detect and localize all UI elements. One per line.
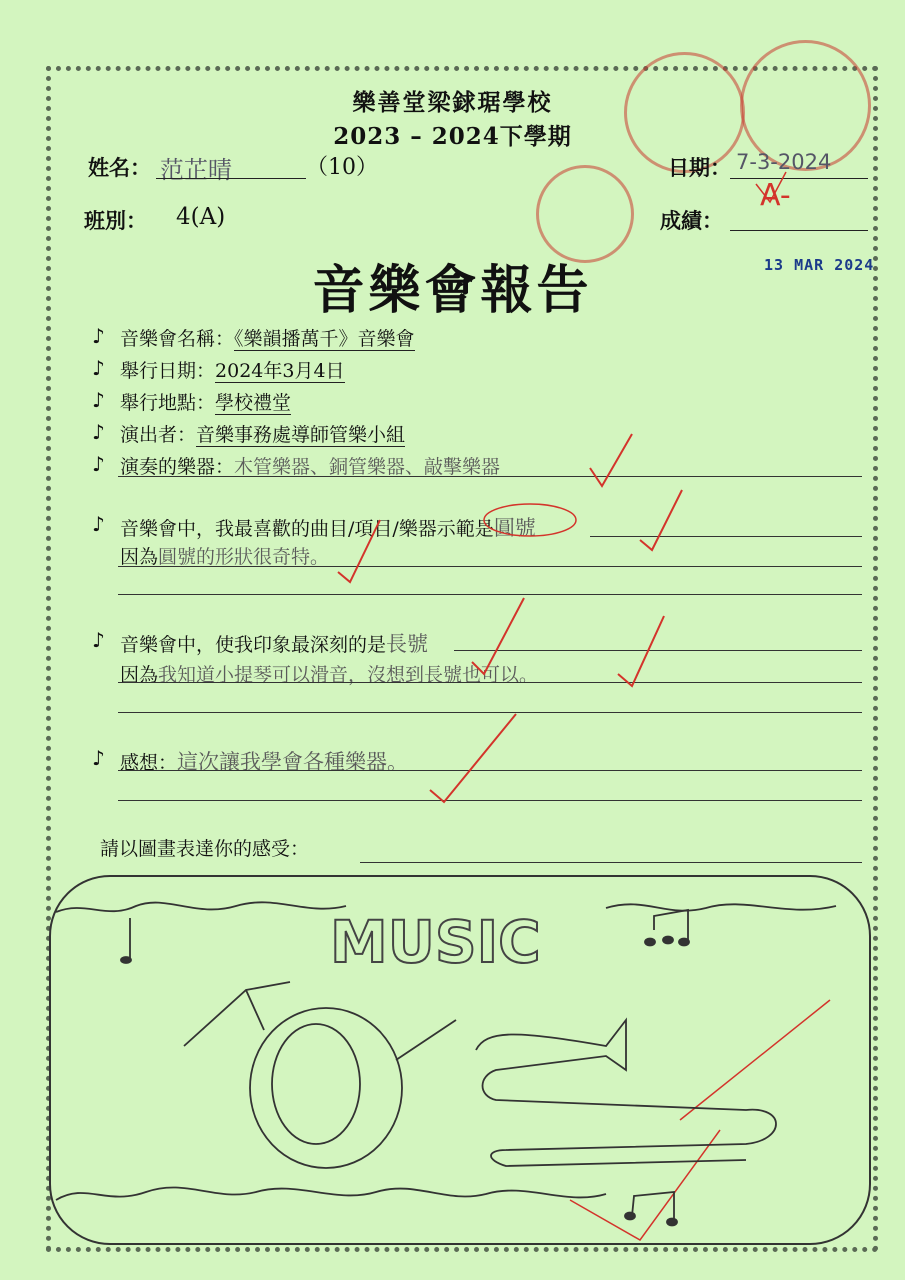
concert-name-value: 《樂韻播萬千》音樂會	[234, 328, 415, 350]
circle-mark	[484, 504, 576, 536]
check-mark-icon	[590, 434, 632, 486]
music-note-icon: ♪	[92, 746, 105, 770]
music-note-icon: ♪	[92, 356, 105, 380]
report-date: 7-3-2024	[736, 150, 832, 174]
because-label: 因為	[120, 546, 159, 568]
music-note-icon: ♪	[92, 512, 105, 536]
impression-answer: 長號	[386, 632, 429, 656]
french-horn-icon	[184, 982, 456, 1168]
music-note-icon: ♪	[92, 420, 105, 444]
class-number: （10）	[306, 155, 378, 180]
feeling-label: 感想：	[120, 752, 178, 774]
check-mark-icon	[640, 490, 682, 550]
music-word: MUSIC	[330, 908, 541, 976]
check-mark-icon	[618, 616, 664, 686]
class-label: 班別：	[84, 208, 147, 233]
favourite-reason: 圓號的形狀很奇特。	[158, 546, 330, 568]
venue-label: 舉行地點：	[120, 392, 216, 414]
grade-mark: A-	[760, 178, 791, 213]
concert-date-value: 2024年3月4日	[215, 360, 345, 382]
check-mark-icon	[756, 172, 786, 202]
music-note-icon: ♪	[92, 628, 105, 652]
performer-value: 音樂事務處導師管樂小組	[196, 424, 406, 446]
feeling-value: 這次讓我學會各種樂器。	[177, 750, 409, 774]
school-name: 樂善堂梁銶琚學校	[352, 89, 553, 116]
check-mark-icon	[338, 520, 380, 582]
music-note-icon: ♪	[92, 388, 105, 412]
instruments-label: 演奏的樂器：	[120, 456, 235, 478]
concert-date-label: 舉行日期：	[120, 360, 216, 382]
because-label: 因為	[120, 664, 159, 686]
favourite-prompt: 音樂會中，我最喜歡的曲目/項目/樂器示範是	[120, 518, 494, 540]
concert-name-label: 音樂會名稱：	[120, 328, 235, 350]
wavy-line	[56, 1187, 606, 1200]
performer-label: 演出者：	[120, 424, 197, 446]
music-note-icon	[625, 1192, 677, 1226]
report-title: 音樂會報告	[312, 260, 593, 321]
music-note-icon: ♪	[92, 452, 105, 476]
music-note-icon	[121, 918, 131, 963]
favourite-answer: 圓號	[493, 516, 536, 540]
class-value: 4(A)	[176, 204, 226, 230]
grade-label: 成績：	[660, 208, 723, 233]
term-title: 2023 – 2024下學期	[333, 123, 572, 150]
student-drawing	[46, 870, 876, 1250]
date-label: 日期：	[668, 155, 731, 180]
received-date-stamp: 13 MAR 2024	[764, 256, 875, 274]
venue-value: 學校禮堂	[215, 392, 292, 414]
student-name: 范芷晴	[160, 156, 232, 184]
drawing-prompt: 請以圖畫表達你的感受：	[100, 838, 310, 860]
music-note-icon: ♪	[92, 324, 105, 348]
name-label: 姓名：	[88, 155, 151, 180]
check-mark-icon	[472, 598, 524, 674]
impression-prompt: 音樂會中，使我印象最深刻的是	[120, 634, 387, 656]
check-mark-icon	[430, 714, 516, 802]
trombone-icon	[476, 1020, 776, 1166]
instruments-value: 木管樂器、銅管樂器、敲擊樂器	[234, 456, 501, 478]
music-note-icon	[645, 910, 689, 946]
impression-reason: 我知道小提琴可以滑音，沒想到長號也可以。	[158, 664, 539, 686]
